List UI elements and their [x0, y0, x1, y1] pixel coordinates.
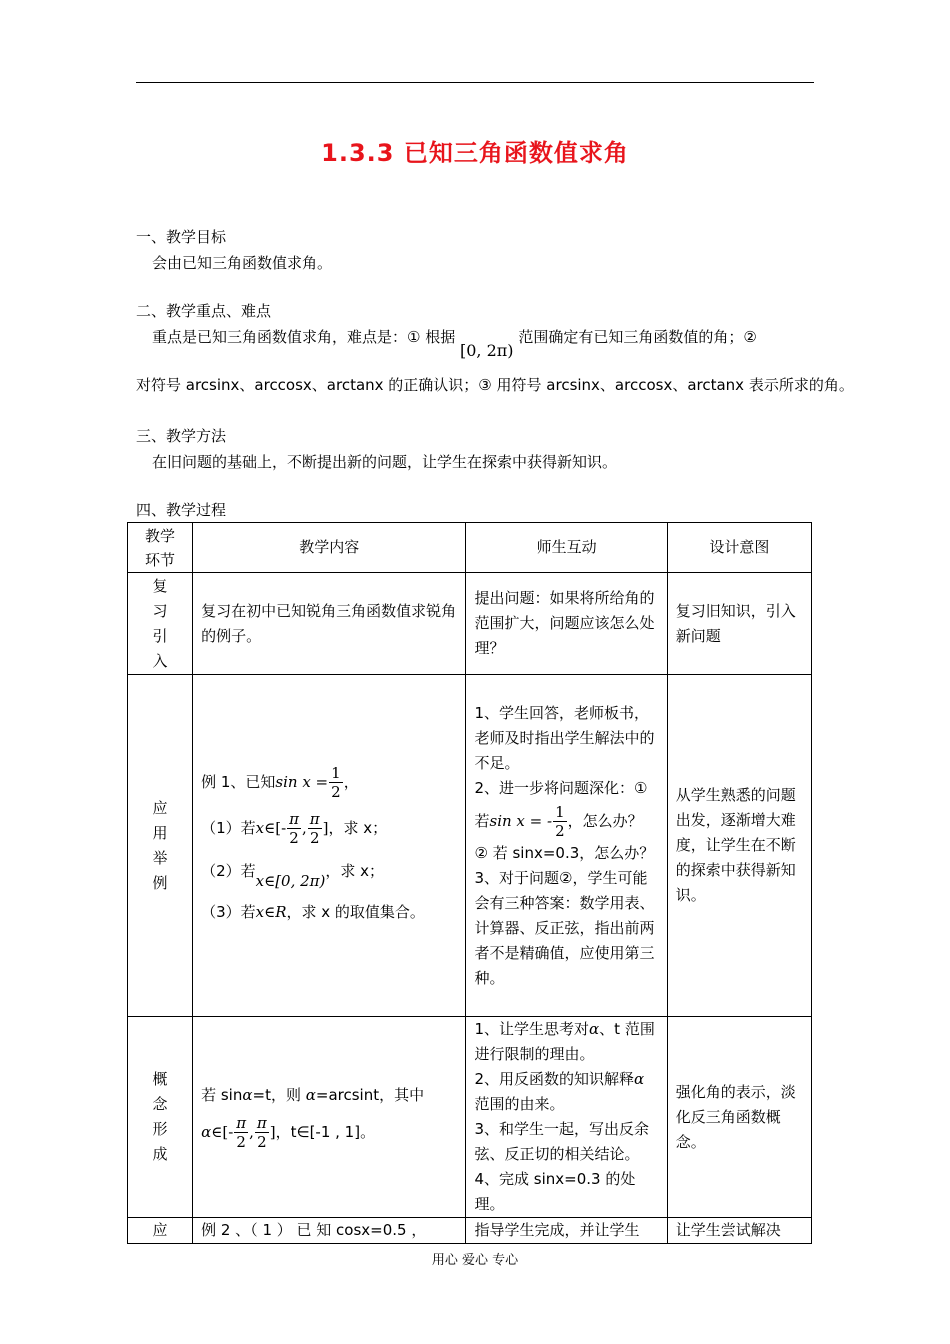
alpha-symbol: α — [201, 1123, 212, 1141]
example-1-label: 例 1、已知 — [201, 772, 276, 791]
fraction-pi-half — [234, 1114, 248, 1151]
section-2-line-1a: 重点是已知三角函数值求角，难点是：① 根据 — [152, 328, 456, 346]
table-row — [128, 675, 812, 1017]
header-intent: 设计意图 — [667, 523, 811, 573]
table-row — [128, 573, 812, 675]
concept-in: ∈[- — [211, 1123, 234, 1141]
alpha-symbol: α — [634, 1070, 645, 1088]
part-1-tail: ，求 x； — [328, 818, 388, 837]
frac-num: π — [309, 809, 320, 828]
section-2-line-1 — [152, 326, 757, 360]
row3-stage-char: 概 — [152, 1070, 168, 1088]
frac-den: 2 — [236, 1133, 246, 1151]
concept-line-1 — [201, 1080, 457, 1110]
row1-stage-char: 引 — [152, 626, 168, 645]
section-1-body: 会由已知三角函数值求角。 — [152, 254, 333, 272]
section-3-heading: 三、教学方法 — [136, 427, 227, 445]
row2-interaction-3: ② 若 sinx=0.3，怎么办？ — [474, 843, 655, 862]
fraction-one-half — [553, 803, 567, 840]
part-3-label: （3）若 — [201, 902, 256, 921]
frac-num: π — [289, 809, 299, 828]
header-interaction: 师生互动 — [466, 523, 667, 573]
section-2-heading: 二、教学重点、难点 — [136, 302, 272, 320]
fraction-pi-half — [255, 1114, 269, 1151]
row1-stage-char: 习 — [152, 601, 168, 620]
row3-stage-char: 成 — [152, 1145, 168, 1163]
section-3-body: 在旧问题的基础上，不断提出新的问题，让学生在探索中获得新知识。 — [152, 453, 618, 471]
row3-interaction-1 — [474, 1017, 658, 1067]
frac-num: π — [236, 1114, 247, 1132]
row2-stage-char: 举 — [152, 848, 168, 867]
section-2-line-1b: 范围确定有已知三角函数值的角；② — [518, 328, 757, 346]
header-stage-line-1: 教学 — [145, 526, 176, 545]
row2-intent: 从学生熟悉的问题出发，逐渐增大难度，让学生在不断的探索中获得新知识。 — [667, 675, 811, 1017]
header-stage-line-2: 环节 — [145, 550, 176, 569]
table-row — [128, 1017, 812, 1218]
concept-eq-t: =t，则 — [252, 1086, 301, 1104]
row2-interaction — [466, 675, 667, 1017]
header-stage — [128, 523, 193, 573]
header-rule — [136, 82, 814, 83]
part-1-in: ∈[- — [264, 818, 287, 837]
row4-interaction: 指导学生完成，并让学生 — [466, 1218, 667, 1244]
page-title: 1.3.3 已知三角函数值求角 — [321, 139, 629, 167]
row3-i1b: 、t 范围进行限制的理由。 — [474, 1020, 655, 1063]
alpha-symbol: α — [242, 1086, 253, 1104]
frac-num: 1 — [331, 763, 341, 782]
example-1-part-3 — [201, 891, 457, 933]
frac-num: 1 — [555, 802, 565, 821]
frac-num: π — [256, 1114, 267, 1132]
row3-interaction — [466, 1017, 667, 1218]
section-2-line-2: 对符号 arcsinx、arccosx、arctanx 的正确认识；③ 用符号 arcsinx、arccosx、arctanx 表示所求的角。 — [136, 376, 854, 394]
row2-interaction-2b — [474, 801, 658, 841]
concept-sin: 若 sin — [201, 1086, 243, 1104]
section-4-heading: 四、教学过程 — [136, 501, 227, 519]
row2-stage-char: 例 — [152, 873, 168, 892]
example-1-intro: 例 1、已知sin x = $\frac{1}{2}$ ， — [201, 763, 359, 801]
concept-arcsin: =arcsint，其中 — [315, 1086, 425, 1104]
part-2-math: x∈[0, 2π) — [255, 871, 326, 890]
row3-i1a: 1、让学生思考对 — [474, 1020, 590, 1038]
row2-content — [193, 675, 466, 1017]
row1-content: 复习在初中已知锐角三角函数值求锐角的例子。 — [193, 573, 466, 675]
row2-stage-char: 应 — [152, 798, 168, 817]
table-header-row — [128, 523, 812, 573]
alpha-symbol: α — [589, 1020, 600, 1038]
frac-den: 2 — [289, 828, 299, 847]
row2-interaction-2: 2、进一步将问题深化：① — [474, 778, 648, 797]
part-3-tail: ，求 x 的取值集合。 — [286, 902, 425, 921]
part-1-label: （1）若 — [201, 818, 256, 837]
frac-den: 2 — [257, 1133, 267, 1151]
fraction-pi-half — [308, 810, 322, 847]
row4-intent: 让学生尝试解决 — [667, 1218, 811, 1244]
row2-interaction-4: 3、对于问题②，学生可能会有三种答案：数学用表、计算器、反正弦，指出前两者不是精确值，应使用第三种。 — [474, 868, 655, 987]
row1-stage — [128, 573, 193, 675]
row3-interaction-3: 3、和学生一起，写出反余弦、反正切的相关结论。 — [474, 1120, 650, 1163]
row3-stage-char: 念 — [152, 1095, 168, 1113]
page-footer: 用心 爱心 专心 — [431, 1253, 519, 1268]
part-3-math: x∈R — [255, 902, 287, 921]
part-2-label: （2）若 — [201, 861, 256, 880]
row4-content: 例 2 、（ 1 ） 已 知 cosx=0.5 ， — [193, 1218, 466, 1244]
row1-interaction: 提出问题：如果将所给角的范围扩大，问题应该怎么处理？ — [466, 573, 667, 675]
row2-interaction-1: 1、学生回答，老师板书，老师及时指出学生解法中的不足。 — [474, 703, 655, 772]
alpha-symbol: α — [305, 1086, 316, 1104]
row4-stage: 应 — [128, 1218, 193, 1244]
frac-den: 2 — [555, 821, 565, 840]
row3-interaction-4: 4、完成 sinx=0.3 的处理。 — [474, 1170, 636, 1213]
example-1-part-2 — [201, 851, 457, 891]
row3-i2b: 范围的由来。 — [474, 1095, 565, 1113]
row3-i2: 2、用反函数的知识解释 — [474, 1070, 635, 1088]
section-1-heading: 一、教学目标 — [136, 228, 227, 246]
fraction-pi-half — [287, 810, 301, 847]
part-1-x: x — [255, 818, 265, 837]
row3-stage — [128, 1017, 193, 1218]
lesson-process-table — [127, 522, 812, 1244]
row1-stage-char: 入 — [152, 651, 168, 670]
sin-negative: sin x = - — [489, 811, 553, 830]
example-1-part-1: （1）若x∈[- $\frac{\pi}{2}$ , $\frac{\pi}{2}$ ]，求 x； — [201, 809, 388, 847]
table-row — [128, 1218, 812, 1244]
row2-interaction-2-tail: ，怎么办？ — [567, 811, 643, 830]
example-1-sin: sin x = — [275, 772, 329, 791]
row3-intent: 强化角的表示，淡化反三角函数概念。 — [667, 1017, 811, 1218]
row2-stage — [128, 675, 193, 1017]
if-label: 若 — [474, 811, 490, 830]
range-expression: [0, 2π) — [460, 341, 514, 360]
part-2-tail: ，求 x； — [325, 861, 385, 880]
row3-interaction-2 — [474, 1067, 658, 1117]
concept-t-range: ，t∈[-1 , 1]。 — [275, 1123, 376, 1141]
row3-content — [193, 1017, 466, 1218]
frac-den: 2 — [309, 828, 320, 847]
row1-intent: 复习旧知识，引入新问题 — [667, 573, 811, 675]
concept-line-2: α∈[- $\frac{\pi}{2}$ , $\frac{\pi}{2}$ ]，t∈[-1 , 1]。 — [201, 1114, 376, 1151]
row1-stage-char: 复 — [152, 576, 168, 595]
row2-stage-char: 用 — [152, 823, 168, 842]
header-content: 教学内容 — [193, 523, 466, 573]
row3-stage-char: 形 — [152, 1120, 168, 1138]
frac-den: 2 — [331, 782, 341, 801]
fraction-one-half — [329, 764, 343, 801]
